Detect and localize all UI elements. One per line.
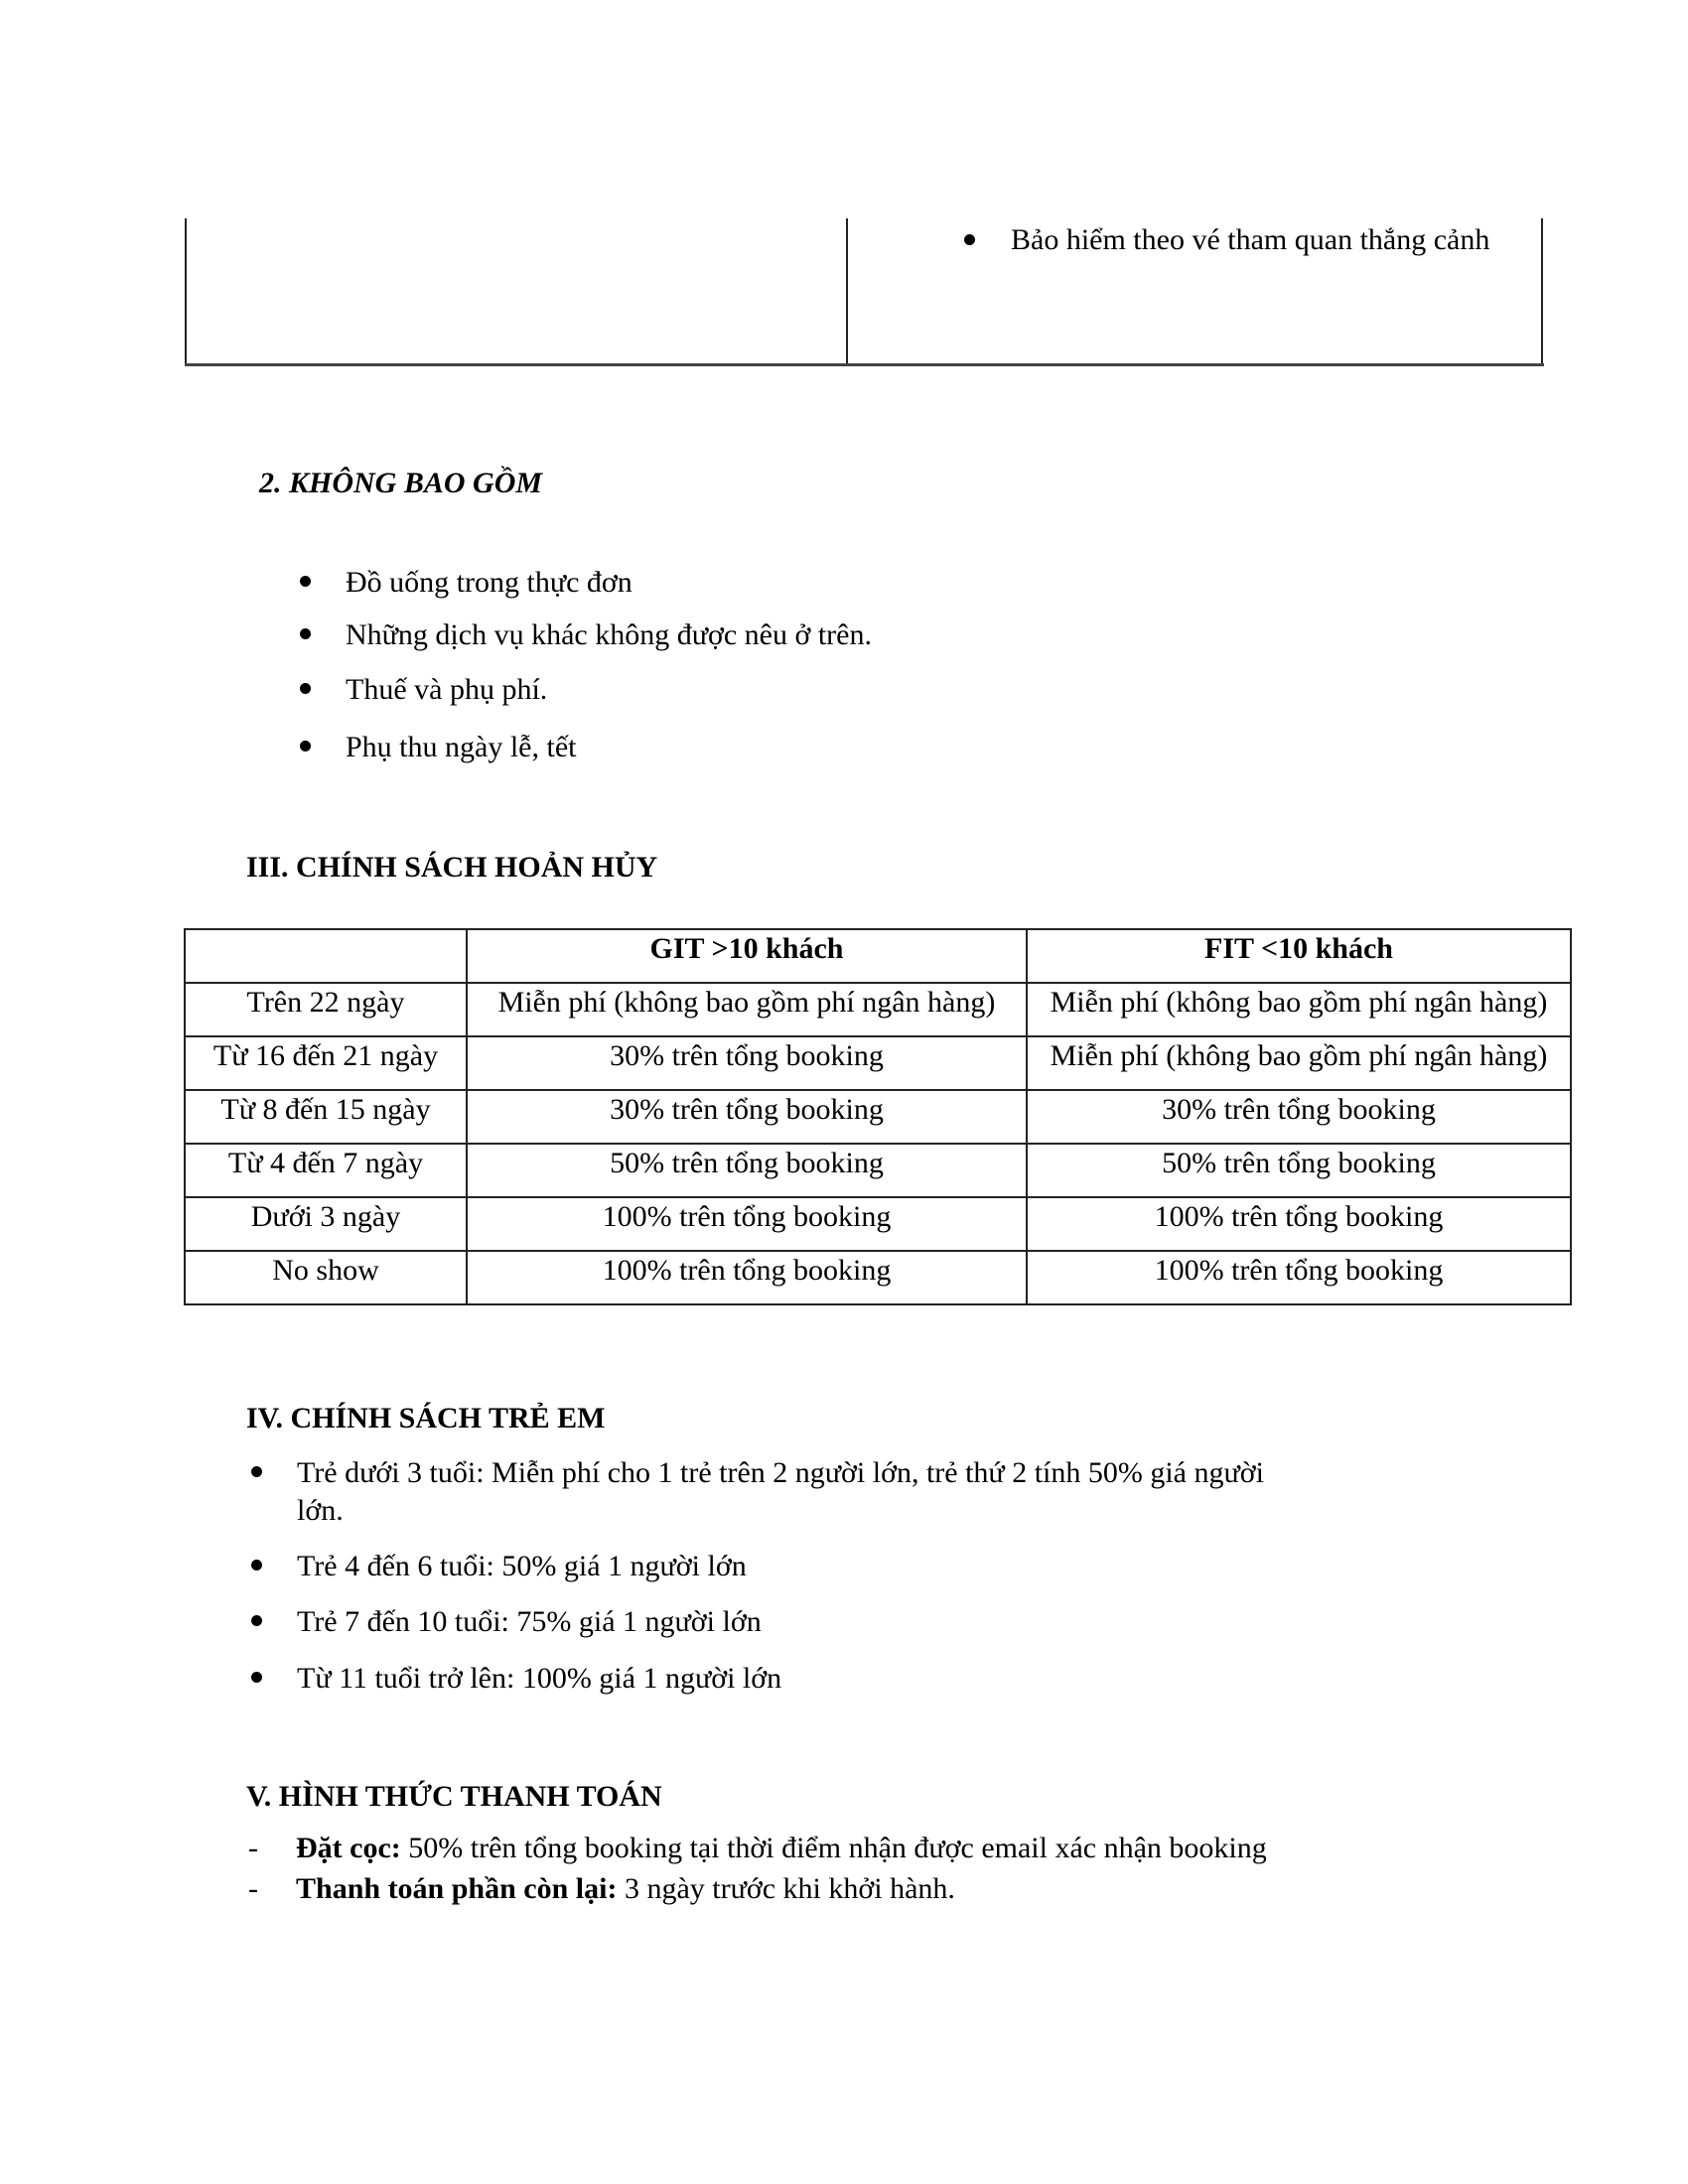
git-fee-cell: Miễn phí (không bao gồm phí ngân hàng) (467, 983, 1027, 1036)
table-row (185, 1090, 1571, 1144)
table-row (185, 1251, 1571, 1304)
section-heading: III. CHÍNH SÁCH HOẢN HỦY (246, 851, 658, 884)
period-cell: Trên 22 ngày (185, 983, 467, 1036)
included-item: Bảo hiểm theo vé tham quan thắng cảnh (1011, 223, 1490, 256)
table-row (185, 1144, 1571, 1197)
git-fee-cell: 30% trên tổng booking (467, 1090, 1027, 1144)
bullet-icon (251, 1466, 262, 1477)
table-border-left (185, 218, 187, 365)
payment-label: Đặt cọc: (296, 1832, 401, 1864)
list-item: Phụ thu ngày lễ, tết (346, 731, 577, 763)
git-fee-cell: 100% trên tổng booking (467, 1197, 1027, 1251)
payment-label: Thanh toán phần còn lại: (296, 1872, 618, 1905)
dash-marker: - (248, 1872, 258, 1905)
fit-fee-cell: 50% trên tổng booking (1027, 1144, 1571, 1197)
bullet-icon (251, 1560, 262, 1570)
payment-text: 50% trên tổng booking tại thời điểm nhận được email xác nhận booking (400, 1832, 1267, 1864)
bullet-icon (300, 683, 311, 694)
column-header-fit: FIT <10 khách (1027, 929, 1571, 983)
git-fee-cell: 30% trên tổng booking (467, 1036, 1027, 1090)
list-item: Thuế và phụ phí. (346, 673, 548, 706)
section-heading: 2. KHÔNG BAO GỒM (259, 467, 543, 499)
list-item: Trẻ 4 đến 6 tuổi: 50% giá 1 người lớn (297, 1550, 747, 1582)
period-cell: Dưới 3 ngày (185, 1197, 467, 1251)
column-header (185, 929, 467, 983)
fit-fee-cell: 30% trên tổng booking (1027, 1090, 1571, 1144)
table-row (185, 983, 1571, 1036)
cancellation-table (184, 928, 1572, 1305)
section-heading: IV. CHÍNH SÁCH TRẺ EM (246, 1402, 606, 1434)
fit-fee-cell: 100% trên tổng booking (1027, 1197, 1571, 1251)
git-fee-cell: 50% trên tổng booking (467, 1144, 1027, 1197)
list-item: Những dịch vụ khác không được nêu ở trên. (346, 618, 872, 651)
table-border-right (1541, 218, 1543, 365)
bullet-icon (964, 234, 975, 245)
git-fee-cell: 100% trên tổng booking (467, 1251, 1027, 1304)
list-item: Trẻ dưới 3 tuổi: Miễn phí cho 1 trẻ trên 2 người lớn, trẻ thứ 2 tính 50% giá người lớn. (297, 1456, 1264, 1527)
column-header-git: GIT >10 khách (467, 929, 1027, 983)
period-cell: Từ 8 đến 15 ngày (185, 1090, 467, 1144)
list-item: Trẻ 7 đến 10 tuổi: 75% giá 1 người lớn (297, 1605, 762, 1638)
payment-text: 3 ngày trước khi khởi hành. (617, 1872, 955, 1905)
payment-item-deposit (296, 1830, 1267, 1867)
fit-fee-cell: Miễn phí (không bao gồm phí ngân hàng) (1027, 1036, 1571, 1090)
bullet-icon (251, 1615, 262, 1626)
bullet-icon (251, 1672, 262, 1683)
fit-fee-cell: 100% trên tổng booking (1027, 1251, 1571, 1304)
table-border-middle (846, 218, 848, 365)
period-cell: Từ 4 đến 7 ngày (185, 1144, 467, 1197)
table-row (185, 1197, 1571, 1251)
section-heading: V. HÌNH THỨC THANH TOÁN (246, 1780, 662, 1813)
bullet-icon (300, 741, 311, 751)
table-header-row (185, 929, 1571, 983)
period-cell: No show (185, 1251, 467, 1304)
bullet-icon (300, 628, 311, 639)
payment-item-remaining (296, 1870, 955, 1908)
fit-fee-cell: Miễn phí (không bao gồm phí ngân hàng) (1027, 983, 1571, 1036)
list-item: Đồ uống trong thực đơn (346, 566, 633, 599)
bullet-icon (300, 576, 311, 587)
list-item: Từ 11 tuổi trở lên: 100% giá 1 người lớn (297, 1662, 782, 1695)
table-row (185, 1036, 1571, 1090)
period-cell: Từ 16 đến 21 ngày (185, 1036, 467, 1090)
table-border-bottom (185, 363, 1544, 366)
dash-marker: - (248, 1832, 258, 1864)
